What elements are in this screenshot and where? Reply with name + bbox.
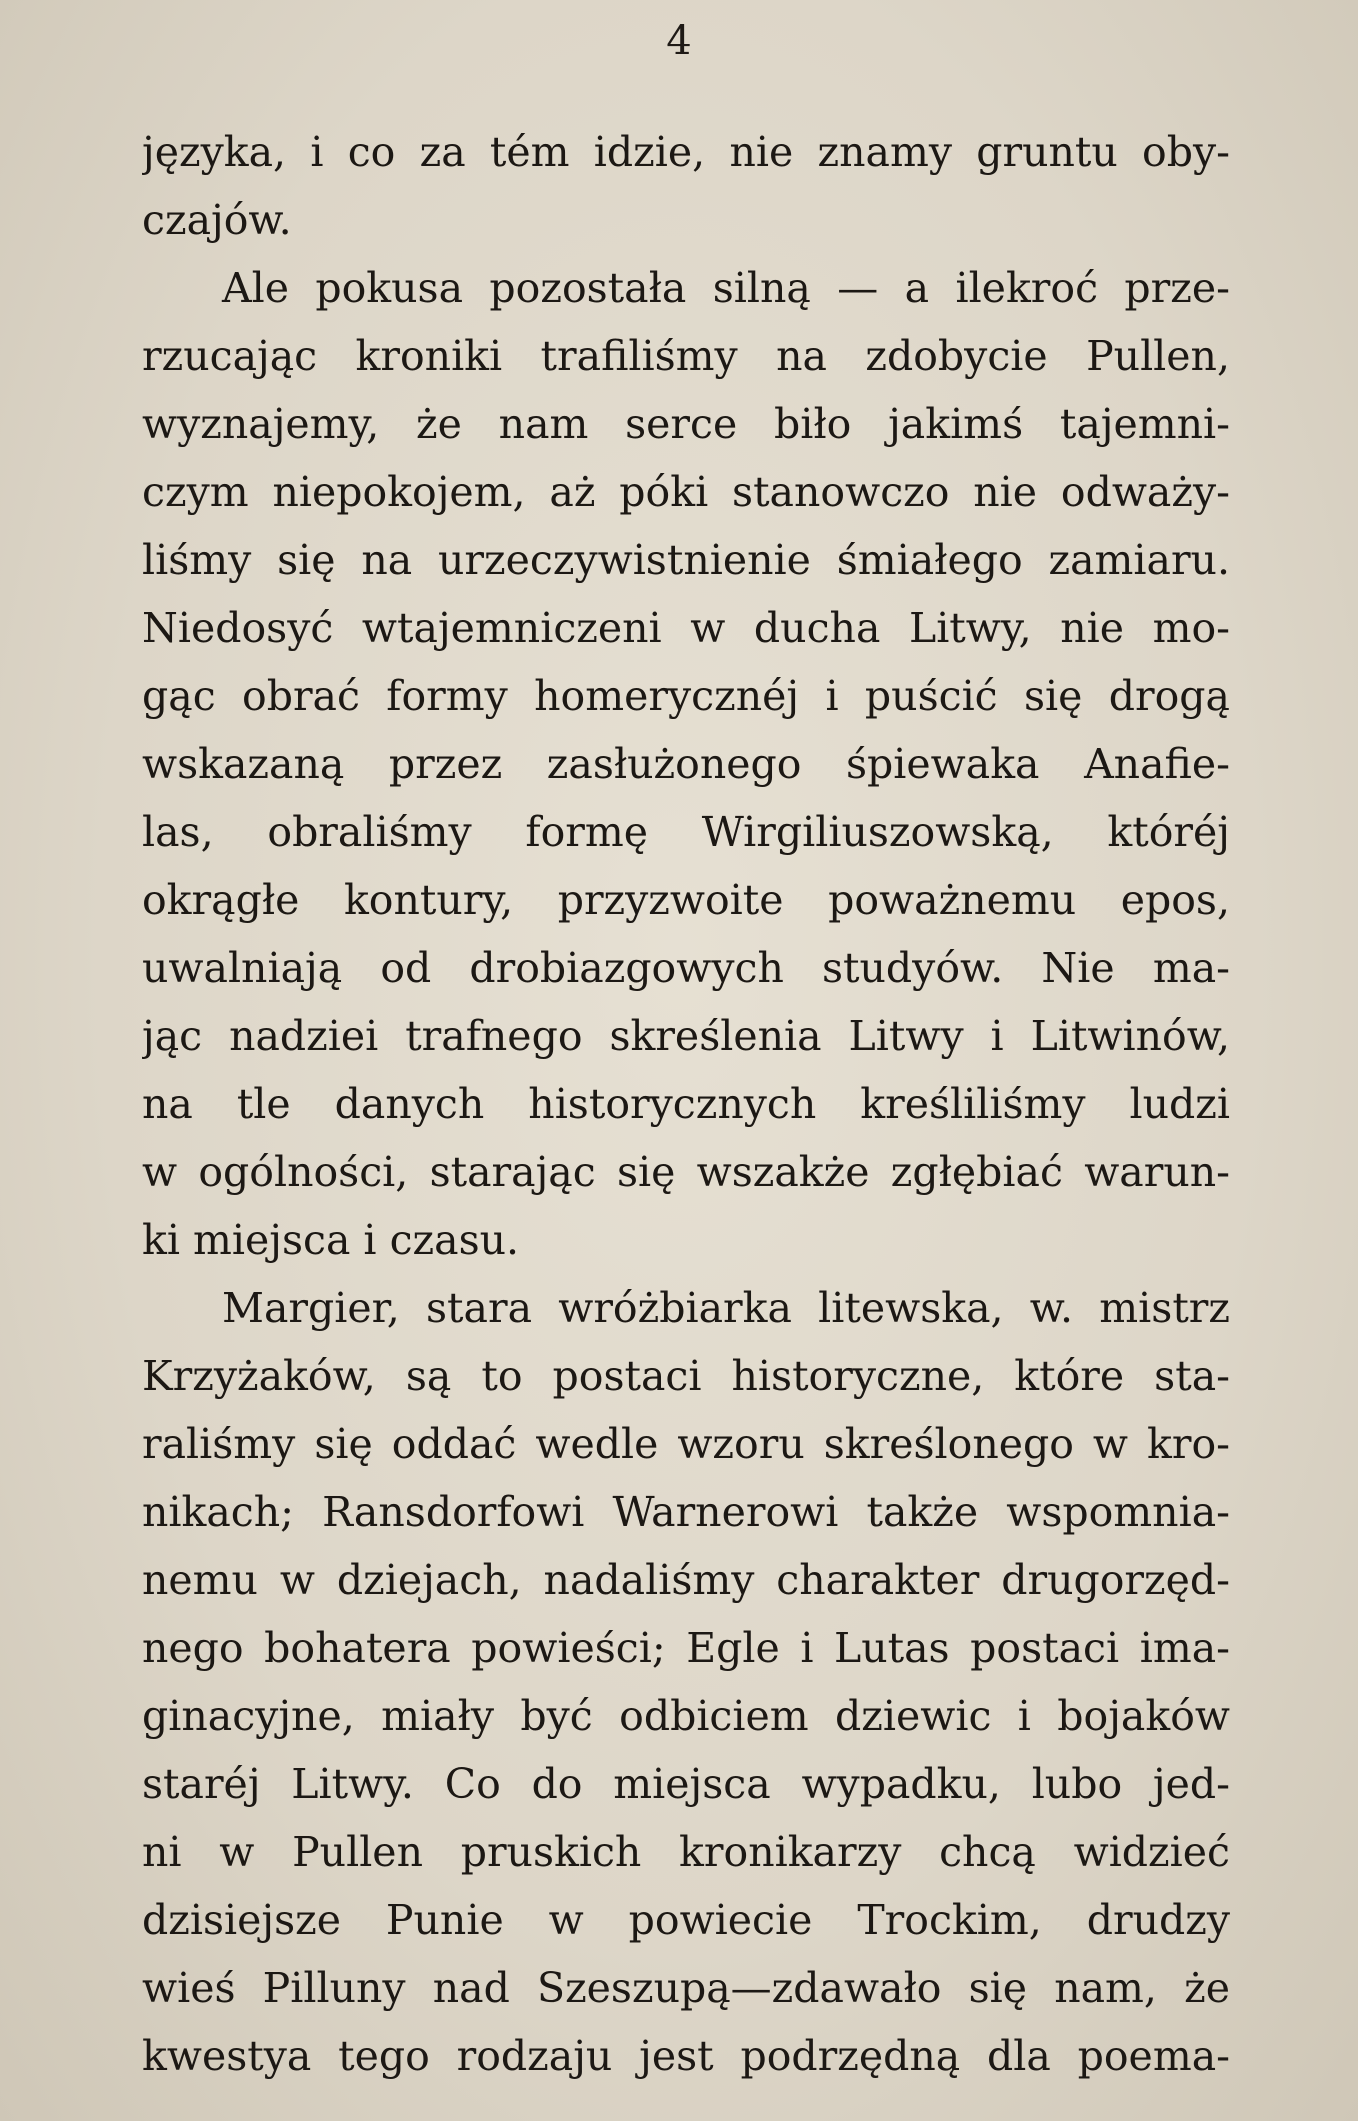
text-line: czym niepokojem, aż póki stanowczo nie odważy- (142, 468, 1230, 516)
text-line: w ogólności, starając się wszakże zgłębiać warun- (142, 1148, 1230, 1196)
text-line: wieś Pilluny nad Szeszupą—zdawało się nam, że (142, 1964, 1230, 2012)
body-text (142, 118, 1230, 2090)
text-line: jąc nadziei trafnego skreślenia Litwy i Litwinów, (142, 1012, 1230, 1060)
text-line: Margier, stara wróżbiarka litewska, w. mistrz (222, 1284, 1230, 1332)
text-line: uwalniają od drobiazgowych studyów. Nie ma- (142, 944, 1230, 992)
text-line: Ale pokusa pozostała silną — a ilekroć prze- (222, 264, 1230, 312)
text-line: gąc obrać formy homerycznéj i puścić się drogą (142, 672, 1230, 720)
text-line: wyznajemy, że nam serce biło jakimś tajemni- (142, 400, 1230, 448)
text-line: okrągłe kontury, przyzwoite poważnemu epos, (142, 876, 1230, 924)
text-line: języka, i co za tém idzie, nie znamy gruntu oby- (142, 128, 1230, 176)
text-line: wskazaną przez zasłużonego śpiewaka Anafie- (142, 740, 1230, 788)
text-line: dzisiejsze Punie w powiecie Trockim, drudzy (142, 1896, 1230, 1944)
text-line: ki miejsca i czasu. (142, 1216, 520, 1264)
text-line: czajów. (142, 196, 292, 244)
text-line: nikach; Ransdorfowi Warnerowi także wspomnia- (142, 1488, 1230, 1536)
text-line: ni w Pullen pruskich kronikarzy chcą widzieć (142, 1828, 1230, 1876)
text-line: rzucając kroniki trafiliśmy na zdobycie Pullen, (142, 332, 1230, 380)
text-line: Niedosyć wtajemniczeni w ducha Litwy, nie mo- (142, 604, 1230, 652)
text-line: raliśmy się oddać wedle wzoru skreślonego w kro- (142, 1420, 1230, 1468)
text-line: nego bohatera powieści; Egle i Lutas postaci ima- (142, 1624, 1230, 1672)
text-line: na tle danych historycznych kreśliliśmy ludzi (142, 1080, 1230, 1128)
text-line: liśmy się na urzeczywistnienie śmiałego zamiaru. (142, 536, 1230, 584)
page-number: 4 (666, 18, 692, 64)
text-line: las, obraliśmy formę Wirgiliuszowską, któréj (142, 808, 1230, 856)
text-line: ginacyjne, miały być odbiciem dziewic i bojaków (142, 1692, 1230, 1740)
text-line: nemu w dziejach, nadaliśmy charakter drugorzęd- (142, 1556, 1230, 1604)
text-line: Krzyżaków, są to postaci historyczne, które sta- (142, 1352, 1230, 1400)
text-line: kwestya tego rodzaju jest podrzędną dla poema- (142, 2032, 1230, 2080)
text-line: staréj Litwy. Co do miejsca wypadku, lubo jed- (142, 1760, 1230, 1808)
